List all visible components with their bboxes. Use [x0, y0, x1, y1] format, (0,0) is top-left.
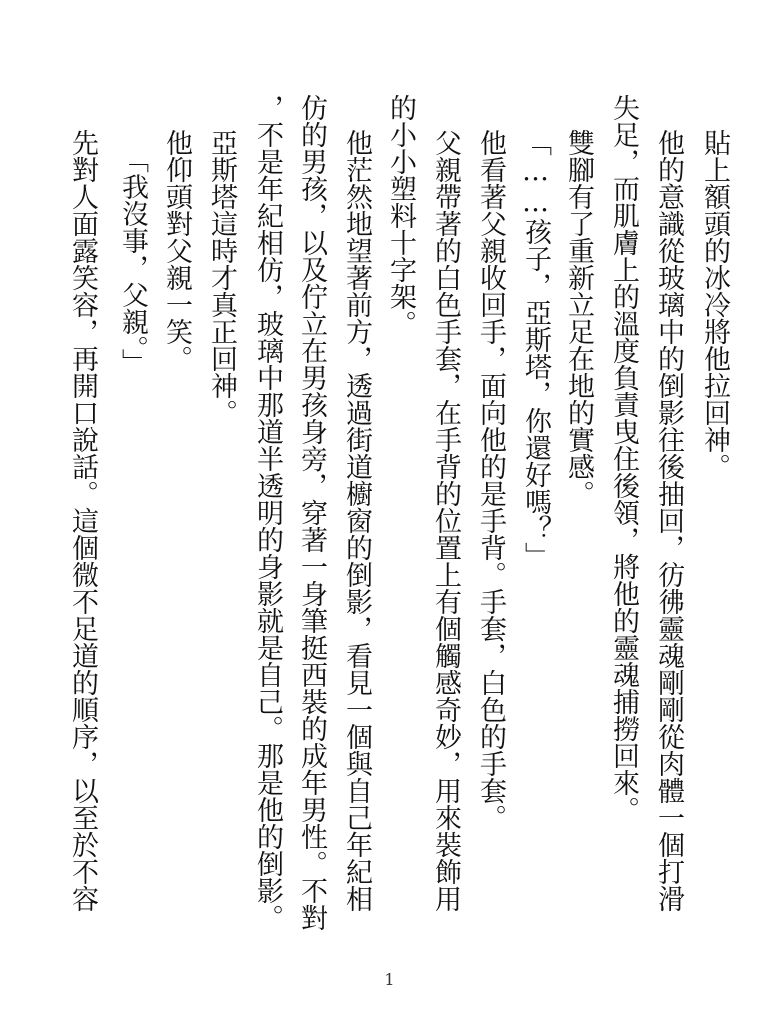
text-column-6: 他看著父親收回手，面向他的是手背。手套，白色的手套。 — [475, 129, 506, 831]
text-column-10: 仿的男孩，以及佇立在男孩身旁，穿著一身筆挺西裝的成年男性。不對 — [296, 94, 327, 931]
text-column-11: ，不是年紀相仿，玻璃中那道半透明的身影就是自己。那是他的倒影。 — [252, 94, 283, 931]
text-column-14: 「我沒事，父親。」 — [117, 146, 148, 376]
text-column-1: 貼上額頭的冰冷將他拉回神。 — [699, 129, 730, 480]
text-column-4: 雙腳有了重新立足在地的實感。 — [563, 129, 594, 507]
text-column-5: 「……孩子，亞斯塔，你還好嗎？」 — [520, 129, 551, 569]
text-column-9: 他茫然地望著前方，透過街道櫥窗的倒影，看見一個與自己年紀相 — [341, 129, 372, 912]
text-column-3: 失足，而肌膚上的溫度負責曳住後領，將他的靈魂捕撈回來。 — [608, 94, 639, 823]
text-column-15: 先對人面露笑容，再開口說話。這個微不足道的順序，以至於不容 — [67, 129, 98, 912]
text-column-13: 他仰頭對父親一笑。 — [161, 129, 192, 372]
text-column-12: 亞斯塔這時才真正回神。 — [206, 129, 237, 426]
text-column-8: 的小小塑料十字架。 — [385, 94, 416, 337]
text-column-2: 他的意識從玻璃中的倒影往後抽回，彷彿靈魂剛剛從肉體一個打滑 — [653, 129, 684, 912]
text-column-7: 父親帶著的白色手套，在手背的位置上有個觸感奇妙，用來裝飾用 — [430, 129, 461, 912]
page-number: 1 — [384, 970, 395, 989]
